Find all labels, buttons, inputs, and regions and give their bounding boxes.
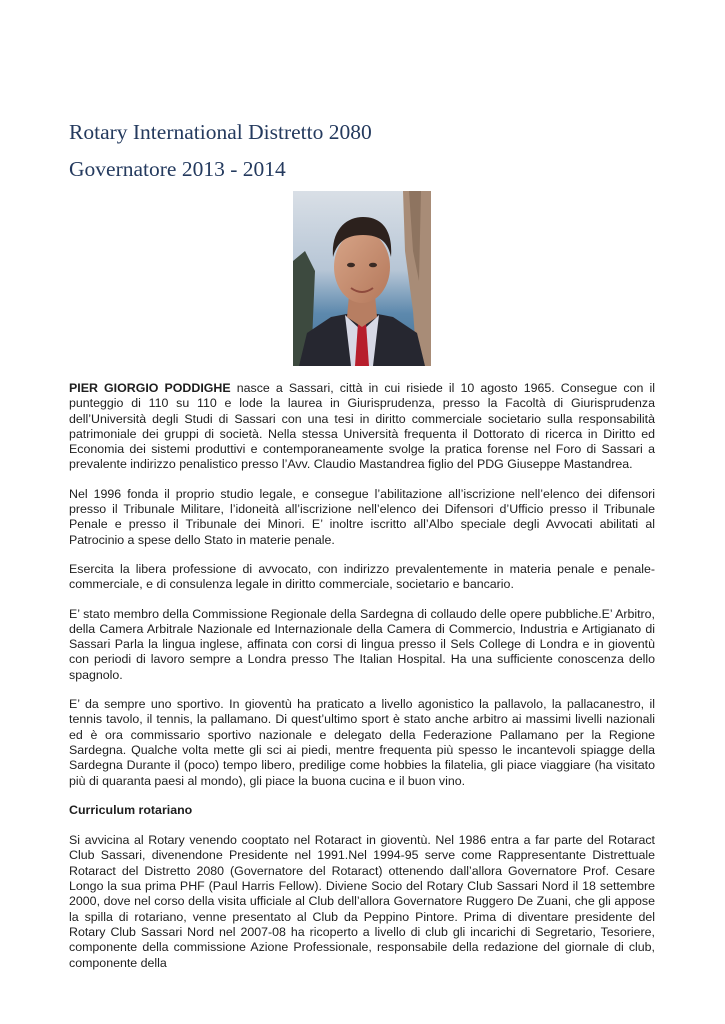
portrait-photo [293, 191, 431, 366]
bio-paragraph-4: E’ stato membro della Commissione Regionale della Sardegna di collaudo delle opere pubbliche.E’ Arbitro, della Camera Arbitrale Nazionale ed Internazionale della Camera di Commercio, Industria e Artigianato di Sassari Parla la lingua inglese, affinata con corsi di lingua presso il Sels College di Londra e in gioventù con periodi di lavoro sempre a Londra presso The Italian Hospital. Ha una sufficiente conoscenza dello spagnolo. [69, 606, 655, 682]
bio-paragraph-1-text: nasce a Sassari, città in cui risiede il 10 agosto 1965. Consegue con il punteggio di 110 su 110 e lode la laurea in Giurisprudenza, presso la Facoltà di Giurisprudenza dell’Università degli Studi di Sassari con una tesi in diritto commerciale societario sulla responsabilità patrimoniale dei gruppi di società. Nella stessa Università frequenta il Dottorato di ricerca in Diritto ed Economia dei sistemi produttivi e contemporaneamente svolge la pratica forense nel Foro di Sassari a prevalente indirizzo penalistico presso l’Avv. Claudio Mastandrea figlio del PDG Giuseppe Mastandrea. [69, 381, 655, 472]
bio-paragraph-2: Nel 1996 fonda il proprio studio legale, e consegue l’abilitazione all’iscrizione nell’elenco dei difensori presso il Tribunale Militare, l’idoneità all’iscrizione nell’elenco dei Difensori d’Ufficio presso il Tribunale Penale e presso il Tribunale dei Minori. E’ inoltre iscritto all’Albo speciale degli Avvocati abilitati al Patrocinio a spese dello Stato in materie penale. [69, 486, 655, 547]
document-title: Rotary International Distretto 2080 [69, 120, 372, 144]
person-name: PIER GIORGIO PODDIGHE [69, 381, 231, 395]
curriculum-paragraph-1: Si avvicina al Rotary venendo cooptato nel Rotaract in gioventù. Nel 1986 entra a far parte del Rotaract Club Sassari, divenendone Presidente nel 1991.Nel 1994-95 serve come Rappresentante Distrettuale Rotaract del Distretto 2080 (Governatore del Rotaract) ottenendo dall’allora Governatore Prof. Cesare Longo la sua prima PHF (Paul Harris Fellow). Diviene Socio del Rotary Club Sassari Nord il 18 settembre 2000, dove nel corso della visita ufficiale al Club dell’allora Governatore Ruggero De Zuani, che gli appose la spilla di rotariano, venne presentato al Club da Peppino Pintore. Prima di diventare presidente del Rotary Club Sassari Nord nel 2007-08 ha ricoperto a livello di club gli incarichi di Segretario, Tesoriere, componente della commissione Azione Professionale, responsabile della redazione del giornale di club, componente della [69, 833, 655, 970]
bio-paragraph-1 [69, 381, 655, 473]
document-subtitle: Governatore 2013 - 2014 [69, 157, 286, 181]
bio-paragraph-3: Esercita la libera professione di avvocato, con indirizzo prevalentemente in materia penale e penale-commerciale, e di consulenza legale in diritto commerciale, societario e bancario. [69, 561, 655, 592]
document-body [69, 381, 655, 985]
curriculum-heading: Curriculum rotariano [69, 802, 193, 817]
bio-paragraph-5: E’ da sempre uno sportivo. In gioventù ha praticato a livello agonistico la pallavolo, la pallacanestro, il tennis tavolo, il tennis, la pallamano. Di quest’ultimo sport è stato anche arbitro ai massimi livelli nazionali ed è ora commissario sportivo nazionale e delegato della Federazione Pallamano per la Regione Sardegna. Qualche volta mette gli sci ai piedi, mentre frequenta più spesso le incantevoli spiagge della Sardegna Durante il (poco) tempo libero, predilige come hobbies la filatelia, gli piace viaggiare (ha visitato più di quaranta paesi al mondo), gli piace la buona cucina e il buon vino. [69, 697, 655, 788]
